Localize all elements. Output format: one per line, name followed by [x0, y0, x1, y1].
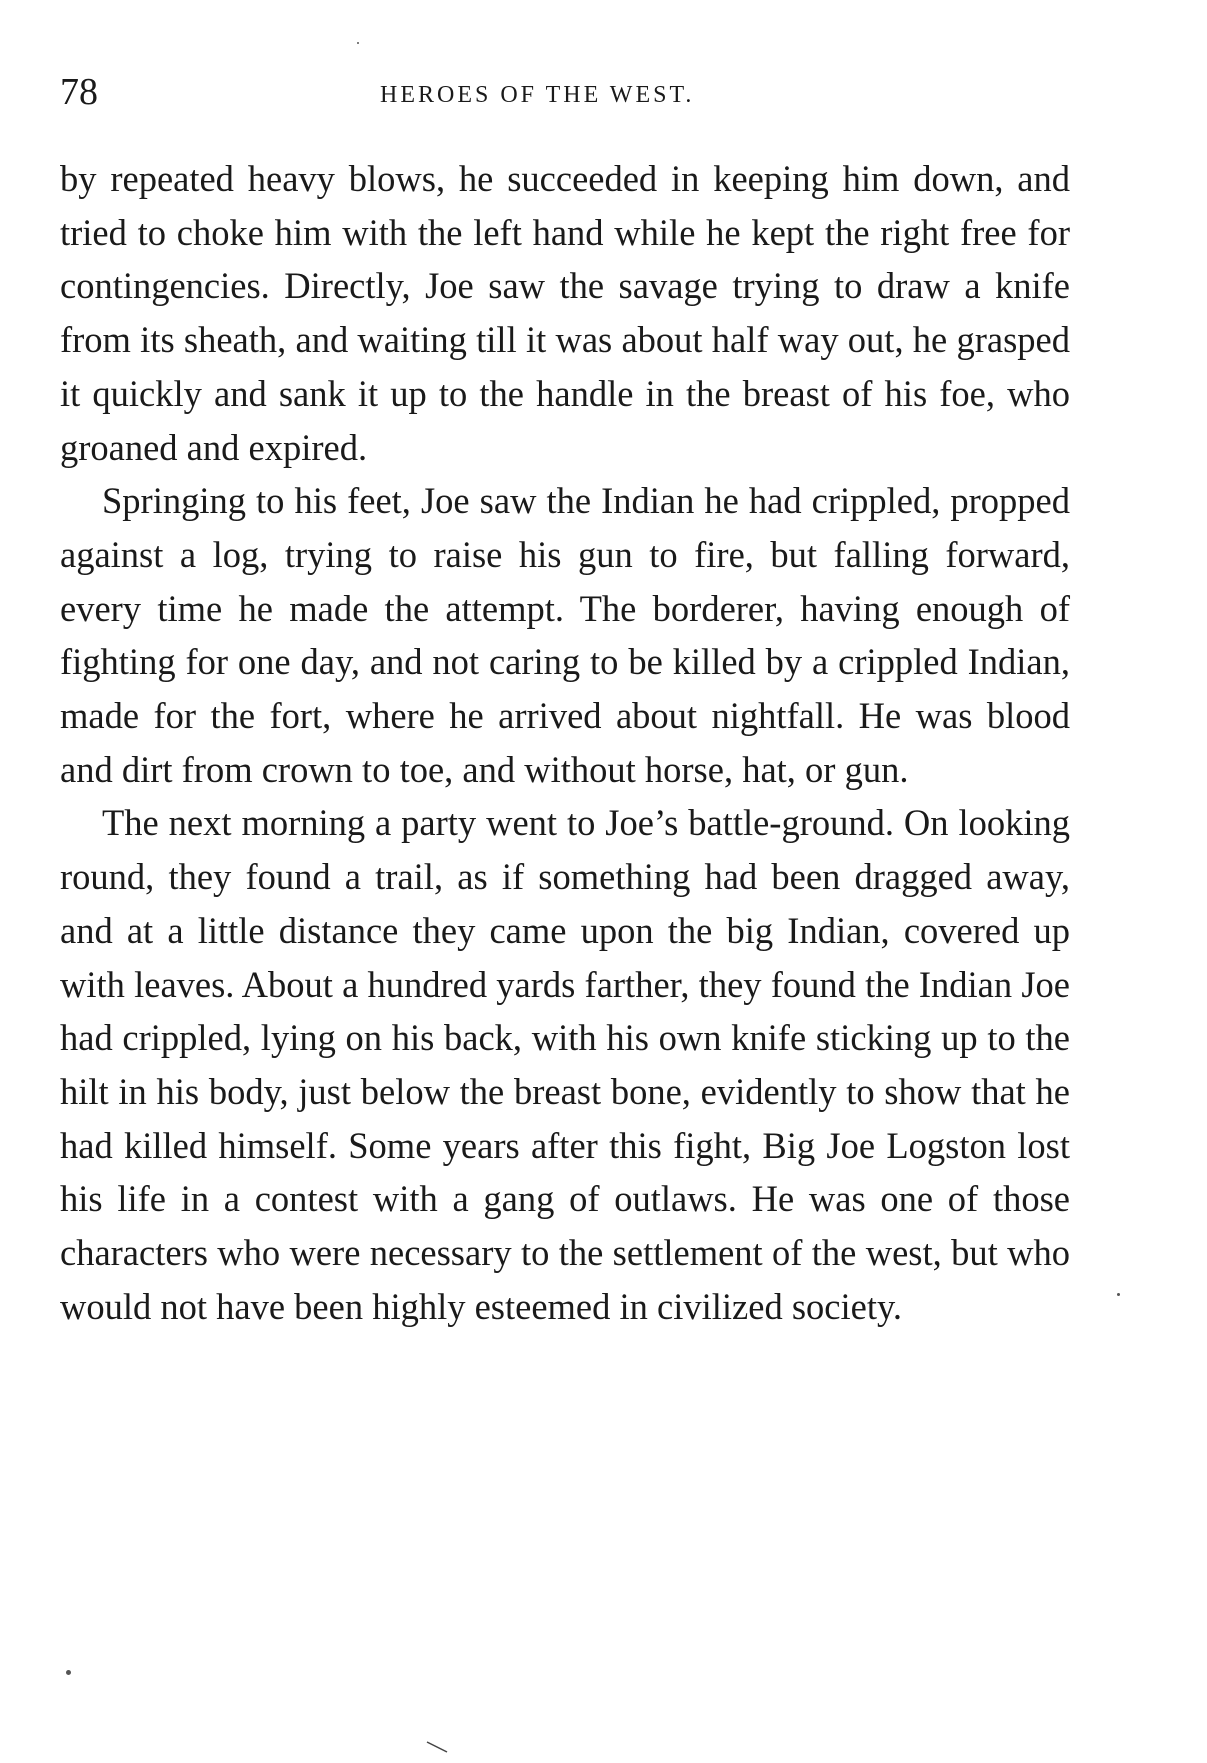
print-speck	[66, 1670, 71, 1675]
body-text	[60, 152, 1070, 1333]
running-head	[60, 72, 1070, 122]
page-number: 78	[60, 71, 98, 113]
running-title: HEROES OF THE WEST.	[380, 82, 695, 108]
paragraph-1: by repeated heavy blows, he succeeded in keeping him down, and tried to choke him with the left hand while he kept the right free for contingencies. Directly, Joe saw the savage trying to draw a knife from its sheath, and waiting till it was about half way out, he grasped it quickly and sank it up to the handle in the breast of his foe, who groaned and expired.	[60, 158, 1070, 468]
paragraph-3: The next morning a party went to Joe’s battle-ground. On looking round, they found a trail, as if something had been dragged away, and at a little distance they came upon the big Indian, covered up with leaves. About a hundred yards farther, they found the Indian Joe had crippled, lying on his back, with his own knife sticking up to the hilt in his body, just below the breast bone, evidently to show that he had killed himself. Some years after this fight, Big Joe Logston lost his life in a contest with a gang of outlaws. He was one of those characters who were necessary to the settlement of the west, but who would not have been highly esteemed in civilized society.	[60, 802, 1070, 1327]
paragraph-2: Springing to his feet, Joe saw the Indian he had crippled, propped against a log, trying to raise his gun to fire, but falling forward, every time he made the attempt. The borderer, having enough of fighting for one day, and not caring to be killed by a crippled Indian, made for the fort, where he arrived about nightfall. He was blood and dirt from crown to toe, and without horse, hat, or gun.	[60, 480, 1070, 790]
print-speck	[1117, 1293, 1120, 1296]
print-mark	[425, 1740, 451, 1754]
print-speck	[357, 42, 359, 44]
